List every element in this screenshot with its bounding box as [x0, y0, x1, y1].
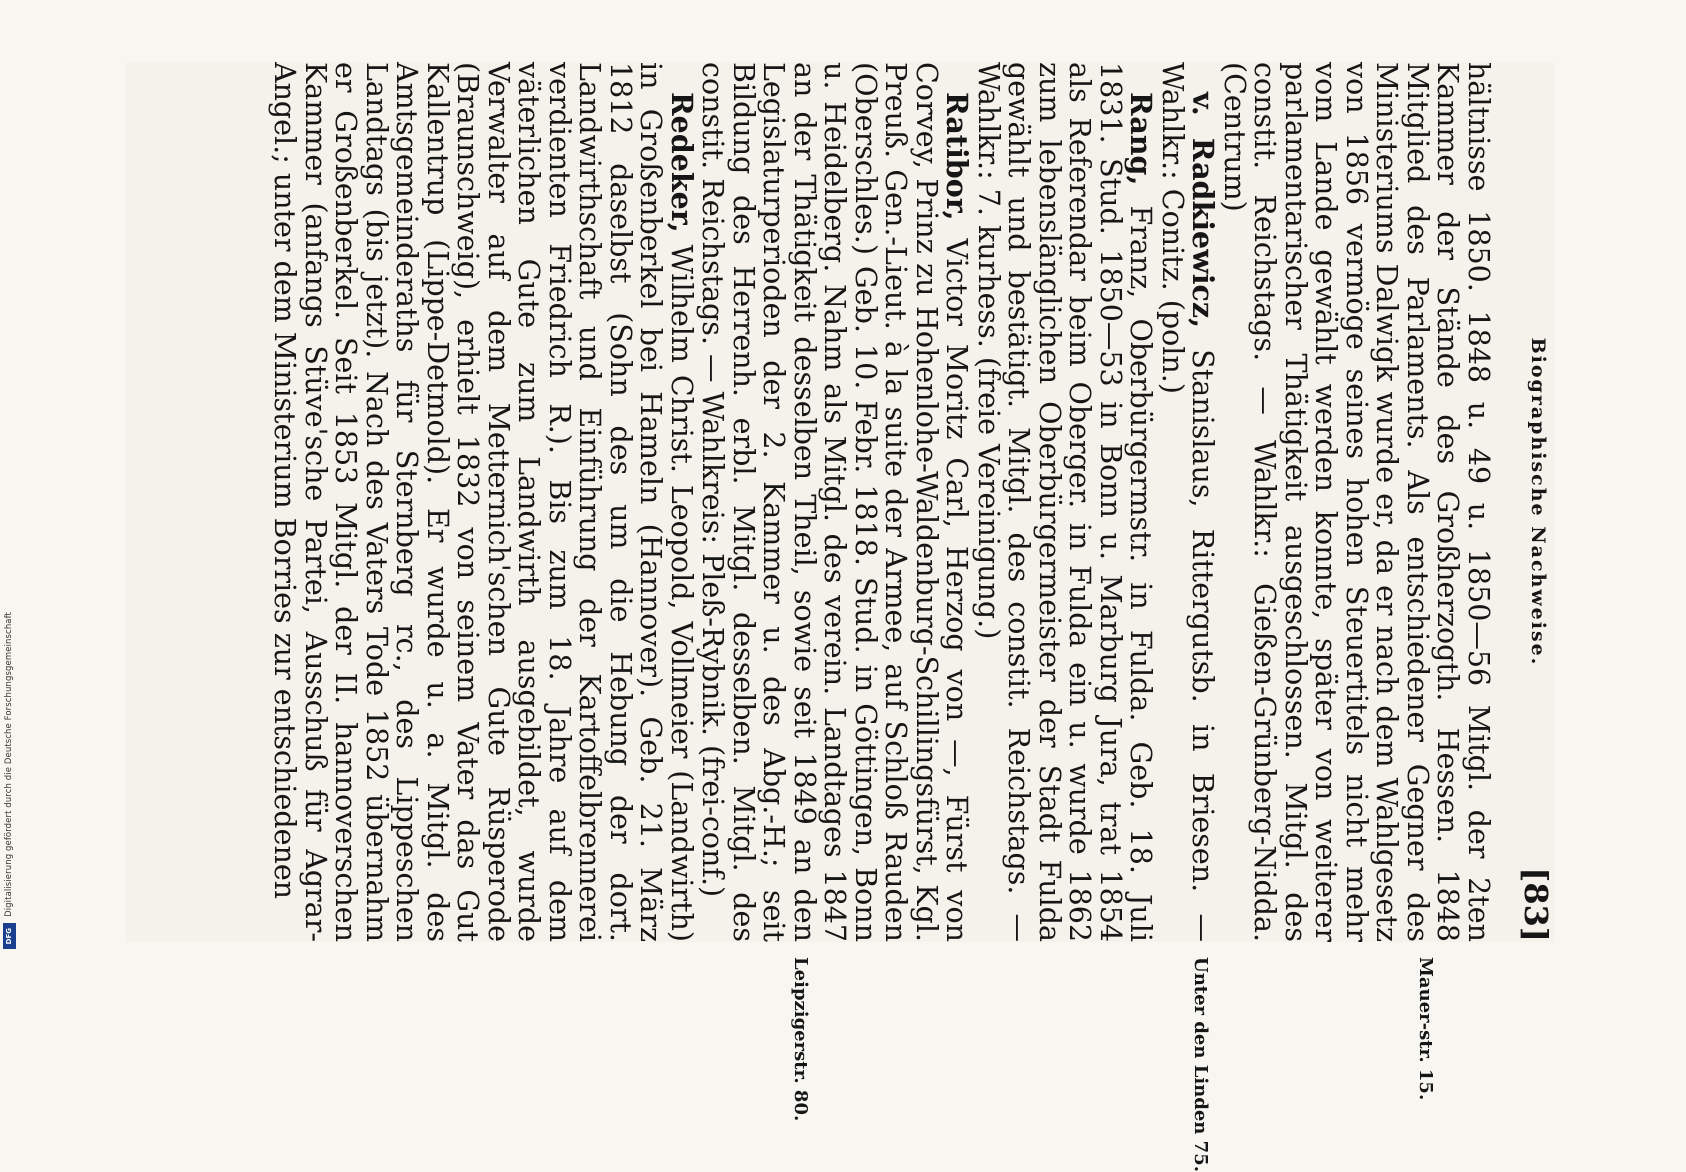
page-header	[1515, 62, 1555, 942]
entry-text: Victor Moritz Carl, Herzog von —, Fürst von Corvey, Prinz zu Hohenlohe-Waldenburg-Schillingsfürst, Kgl. Preuß. Gen.-Lieut. à la suite der Armee, auf Schloß Rauden (Oberschles.) Geb. 10. Febr. 1818. Stud. in Göttingen, Bonn u. Heidelberg. Nahm als Mitgl. des verein. Landtages 1847 an der Thätigkeit desselben Theil, sowie seit 1849 an den Legislaturperioden der 2. Kammer u. des Abg.-H.; seit Bildung des Herrenh. erbl. Mitgl. desselben. Mitgl. des constit. Reichstags. — Wahlkreis: Pleß-Rybnik. (frei-conf.)	[696, 62, 974, 942]
paragraph-continuation	[1219, 62, 1494, 942]
entry-name: Rang,	[1124, 92, 1159, 186]
entry-ratibor	[697, 62, 973, 942]
entry-name: Ratibor,	[940, 92, 975, 221]
address-note-radkiewicz: Mauer-str. 15.	[1415, 957, 1436, 1101]
entry-name: v. Radkiewicz,	[1186, 92, 1221, 329]
entry-text: Wilhelm Christ. Leopold, Vollmeier (Landwirth) in Großenberkel bei Hameln (Hannover). Geb. 21. März 1812 daselbst (Sohn des um die Hebung der dort. Landwirthschaft und Einführung der Kartoffelbrennerei verdienten Friedrich R.). Bis zum 18. Jahre auf dem väterlichen Gute zum Landwirth ausgebildet, wurde Verwalter auf dem Metternich'schen Gute Rüsperode (Braunschweig), erhielt 1832 von seinem Vater das Gut Kallentrup (Lippe-Detmold). Er wurde u. a. Mitgl. des Amtsgemeinderaths für Sternberg rc., des Lippeschen Landtags (bis jetzt). Nach des Vaters Tode 1852 übernahm er Großenberkel. Seit 1853 Mitgl. der II. hannoverschen Kammer (anfangs Stüve'sche Partei, Ausschuß für Agrar-Angel.; unter dem Ministerium Borries zur entschiedenen	[268, 62, 698, 943]
attribution-text: Digitalisierung gefördert durch die Deutsche Forschungsgemeinschaft	[4, 612, 14, 917]
digitization-attribution	[2, 612, 16, 996]
running-title: Biographische Nachweise.	[1527, 337, 1549, 667]
entry-rang	[973, 62, 1157, 942]
entry-redeker	[269, 62, 697, 942]
entry-name: Redeker,	[665, 92, 699, 233]
book-page	[125, 62, 1555, 1172]
address-note-ratibor: Leipzigerstr. 80.	[790, 957, 811, 1122]
entry-text: Stanislaus, Rittergutsb. in Briesen. — Wahlkr.: Conitz. (poln.)	[1156, 62, 1220, 942]
body-text	[269, 62, 1493, 942]
address-note-rang: Unter den Linden 75.	[1190, 957, 1211, 1172]
dfg-logo-icon: DFG	[3, 923, 16, 949]
entry-text: Franz, Oberbürgermstr. in Fulda. Geb. 18. Juli 1831. Stud. 1850—53 in Bonn u. Marburg Jura, trat 1854 als Referendar beim Oberger. in Fulda ein u. wurde 1862 zum lebenslänglichen Oberbürgermeister der Stadt Fulda gewählt und bestätigt. Mitgl. des constit. Reichstags. — Wahlkr.: 7. kurhess. (freie Vereinigung.)	[972, 62, 1158, 943]
page-number: [83]	[1517, 867, 1555, 942]
entry-radkiewicz	[1157, 62, 1219, 942]
paragraph-text: hältnisse 1850. 1848 u. 49 u. 1850—56 Mitgl. der 2ten Kammer der Stände des Großherzogth. Hessen. 1848 Mitglied des Parlaments. Als entschiedener Gegner des Ministeriums Dalwigk wurde er, da er nach dem Wahlgesetz von 1856 vermöge seines hohen Steuertitels nicht mehr vom Lande gewählt werden konnte, später von weiterer parlamentarischer Thätigkeit ausgeschlossen. Mitgl. des constit. Reichstags. — Wahlkr.: Gießen-Grünberg-Nidda. (Centrum)	[1218, 62, 1495, 942]
